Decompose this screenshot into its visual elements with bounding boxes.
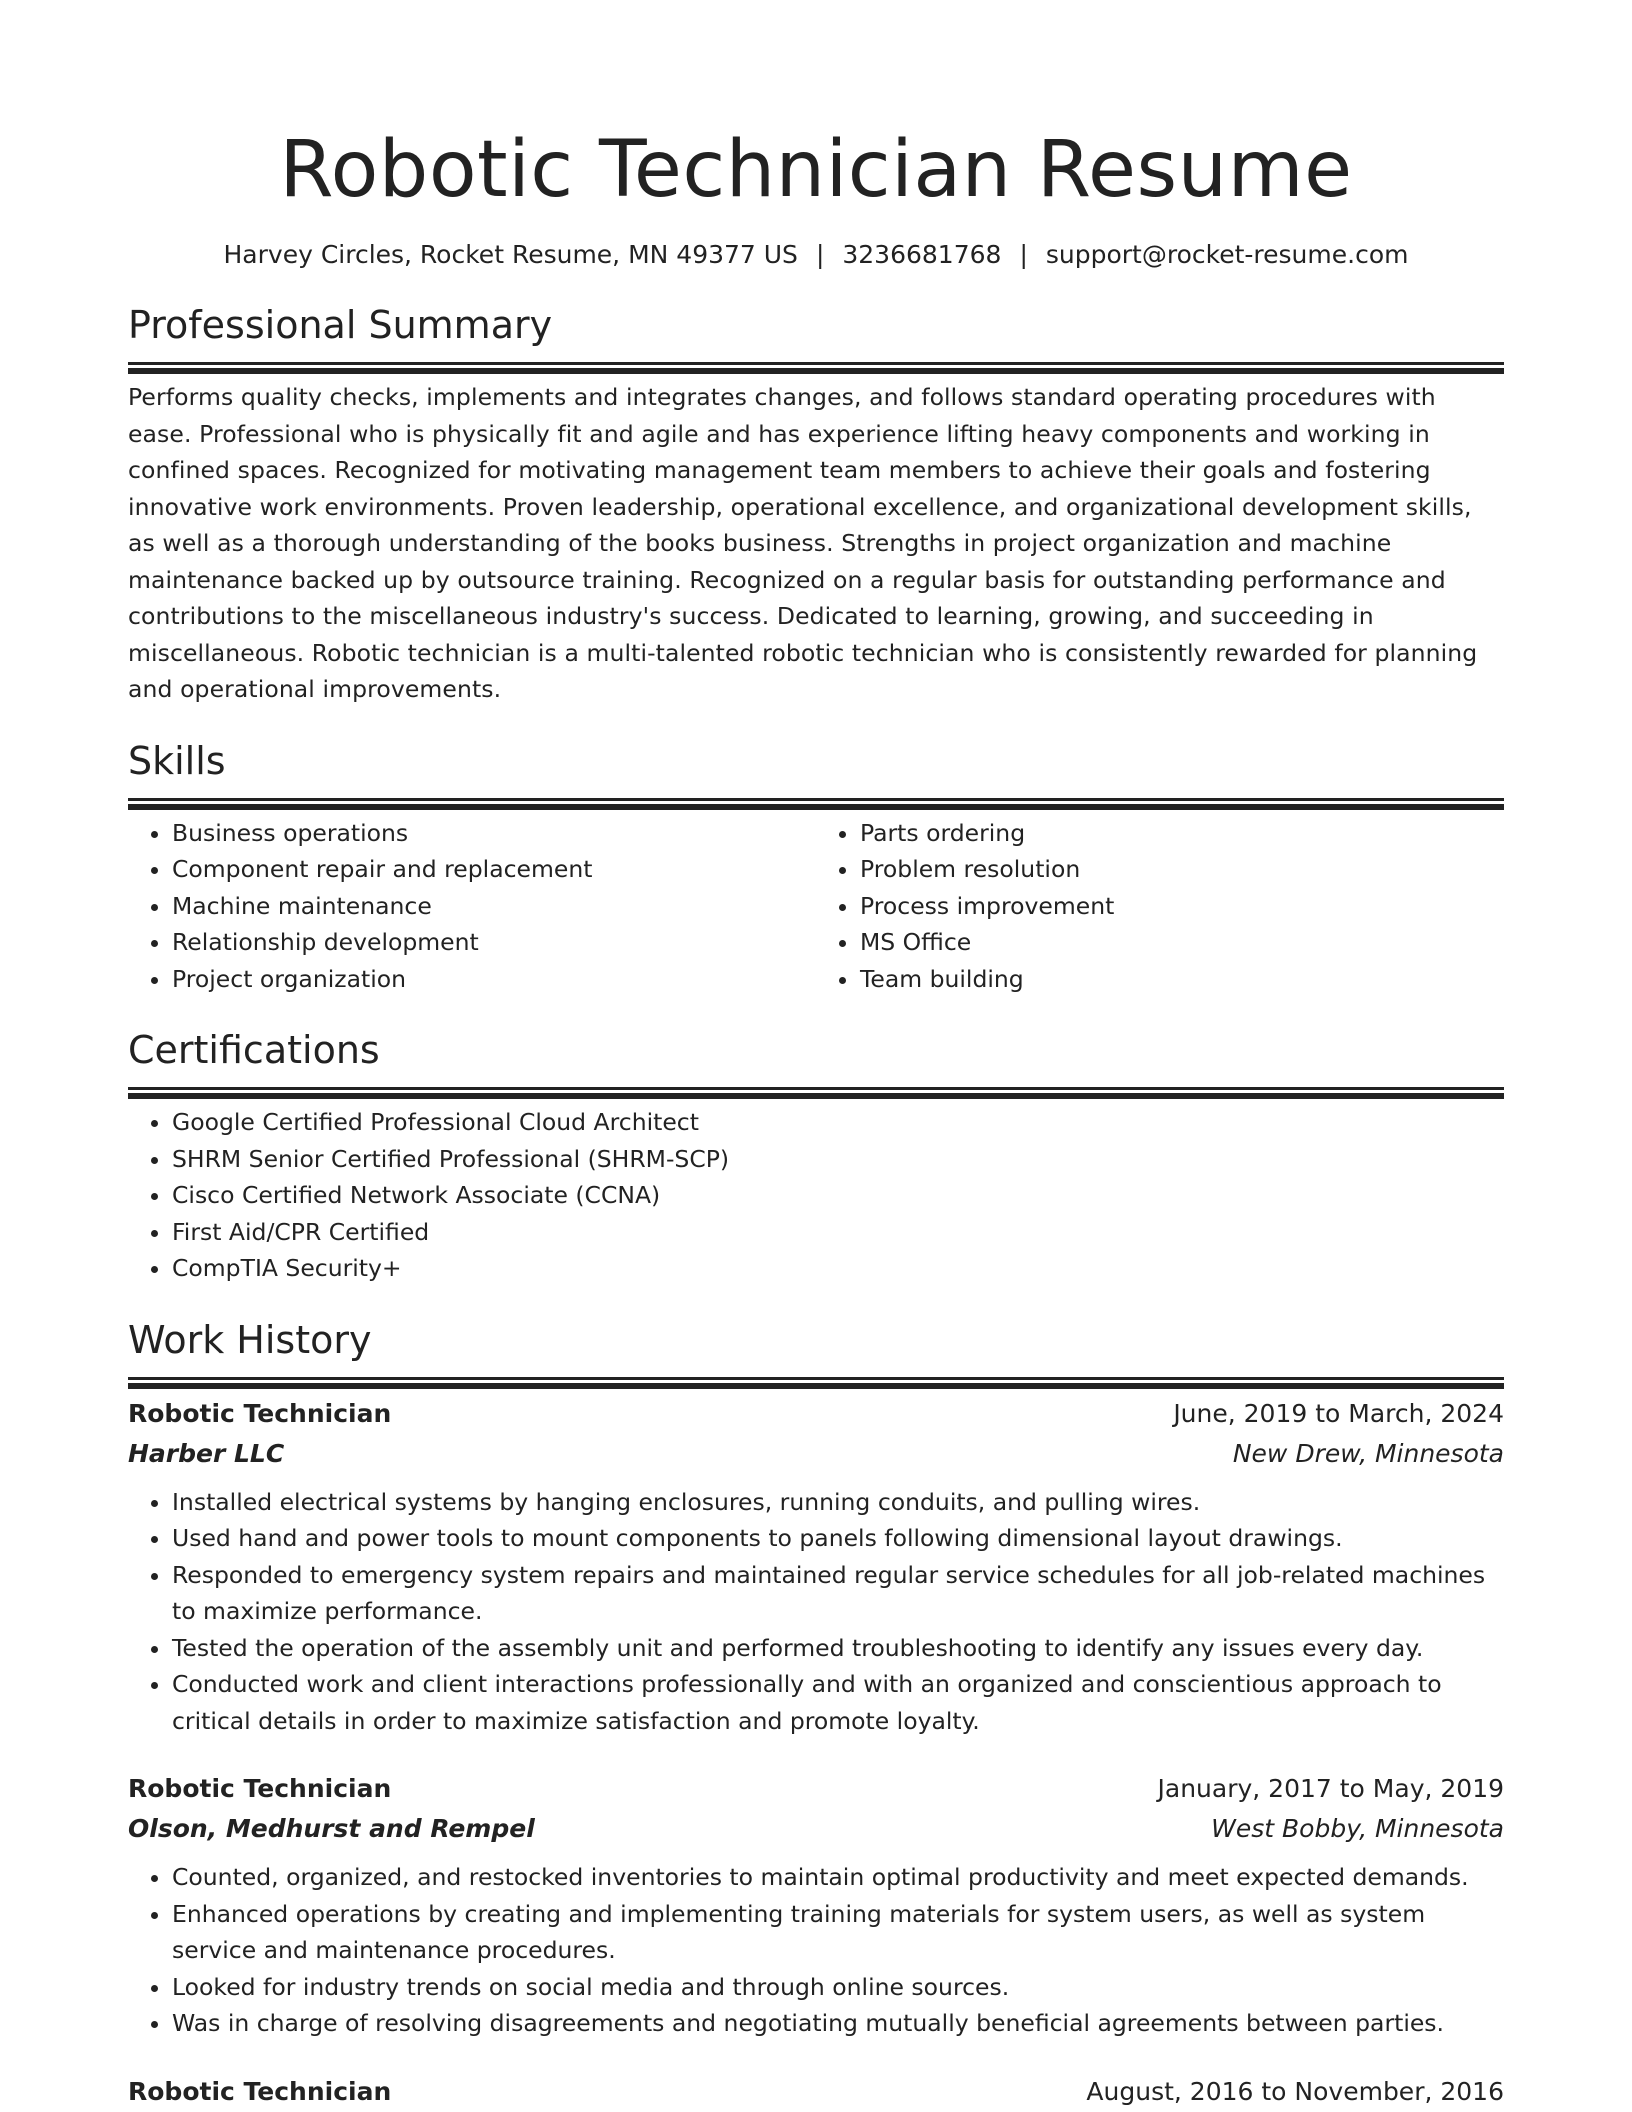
section-heading-certifications: Certifications xyxy=(128,1028,380,1072)
certification-item: • Google Certified Professional Cloud Architect xyxy=(172,1104,1504,1141)
contact-address: Harvey Circles, Rocket Resume, MN 49377 US xyxy=(223,240,798,269)
contact-phone: 3236681768 xyxy=(842,240,1002,269)
skill-item: • Parts ordering xyxy=(860,815,1504,852)
skills-column-right xyxy=(816,815,1504,998)
skill-item: • Business operations xyxy=(172,815,816,852)
job-entry xyxy=(128,1769,1504,2042)
skill-item: • Machine maintenance xyxy=(172,888,816,925)
section-divider xyxy=(128,362,1504,365)
job-bullet: • Used hand and power tools to mount components to panels following dimensional layout drawings. xyxy=(172,1520,1504,1557)
job-title: Robotic Technician xyxy=(128,1774,392,1803)
job-bullet: • Enhanced operations by creating and implementing training materials for system users, as well as system service and maintenance procedures. xyxy=(172,1896,1504,1969)
skill-item: • Problem resolution xyxy=(860,851,1504,888)
certification-item: • SHRM Senior Certified Professional (SHRM-SCP) xyxy=(172,1141,1504,1178)
certification-item: • Cisco Certified Network Associate (CCNA) xyxy=(172,1177,1504,1214)
job-dates: January, 2017 to May, 2019 xyxy=(1157,1774,1504,1803)
job-bullet: • Was in charge of resolving disagreements and negotiating mutually beneficial agreements between parties. xyxy=(172,2005,1504,2042)
certifications-list xyxy=(128,1104,1504,1287)
job-location: West Bobby, Minnesota xyxy=(1211,1814,1504,1843)
section-divider xyxy=(128,1377,1504,1380)
job-company: Harber LLC xyxy=(128,1438,285,1468)
job-dates: June, 2019 to March, 2024 xyxy=(1173,1398,1504,1428)
certification-item: • First Aid/CPR Certified xyxy=(172,1214,1504,1251)
job-location: New Drew, Minnesota xyxy=(1232,1438,1504,1468)
job-bullet: • Counted, organized, and restocked inventories to maintain optimal productivity and meet expected demands. xyxy=(172,1859,1504,1896)
job-bullets xyxy=(128,1859,1504,2042)
job-bullet: • Responded to emergency system repairs and maintained regular service schedules for all job-related machines to maximize performance. xyxy=(172,1557,1504,1630)
contact-separator: | xyxy=(815,240,825,269)
job-bullet: • Tested the operation of the assembly unit and performed troubleshooting to identify any issues every day. xyxy=(172,1630,1504,1667)
skill-item: • MS Office xyxy=(860,924,1504,961)
section-heading-skills: Skills xyxy=(128,738,226,783)
section-divider xyxy=(128,1087,1504,1090)
job-title: Robotic Technician xyxy=(128,1398,392,1428)
resume-page xyxy=(128,0,1504,2112)
job-bullets xyxy=(128,1484,1504,1740)
skill-item: • Process improvement xyxy=(860,888,1504,925)
page-title: Robotic Technician Resume xyxy=(279,125,1353,215)
job-bullet: • Conducted work and client interactions professionally and with an organized and conscientious approach to critical details in order to maximize satisfaction and promote loyalty. xyxy=(172,1666,1504,1739)
job-bullet: • Looked for industry trends on social media and through online sources. xyxy=(172,1969,1504,2006)
section-heading-summary: Professional Summary xyxy=(128,303,553,347)
skills-column-left xyxy=(128,815,816,998)
section-divider xyxy=(128,798,1504,801)
skills-list xyxy=(128,815,1504,998)
certification-item: • CompTIA Security+ xyxy=(172,1250,1504,1287)
job-title: Robotic Technician xyxy=(128,2076,392,2106)
job-dates: August, 2016 to November, 2016 xyxy=(1086,2076,1504,2106)
skill-item: • Project organization xyxy=(172,961,816,998)
contact-separator: | xyxy=(1019,240,1028,269)
job-entry xyxy=(128,2072,1504,2112)
skill-item: • Relationship development xyxy=(172,924,816,961)
contact-line xyxy=(128,238,1504,272)
section-heading-work-history: Work History xyxy=(128,1317,372,1362)
skill-item: • Component repair and replacement xyxy=(172,851,816,888)
job-company: Olson, Medhurst and Rempel xyxy=(128,1814,535,1843)
job-entry xyxy=(128,1394,1504,1740)
summary-text: Performs quality checks, implements and integrates changes, and follows standard operating procedures with ease. Professional who is physically fit and agile and has experience lifting heavy components and working in confined spaces. Recognized for motivating management team members to achieve their goals and fostering innovative work environments. Proven leadership, operational excellence, and organizational development skills, as well as a thorough understanding of the books business. Strengths in project organization and machine maintenance backed up by outsource training. Recognized on a regular basis for outstanding performance and contributions to the miscellaneous industry's success. Dedicated to learning, growing, and succeeding in miscellaneous. Robotic technician is a multi-talented robotic technician who is consistently rewarded for planning and operational improvements. xyxy=(128,383,1478,703)
job-bullet: • Installed electrical systems by hanging enclosures, running conduits, and pulling wires. xyxy=(172,1484,1504,1521)
skill-item: • Team building xyxy=(860,961,1504,998)
contact-email: support@rocket-resume.com xyxy=(1045,240,1409,269)
